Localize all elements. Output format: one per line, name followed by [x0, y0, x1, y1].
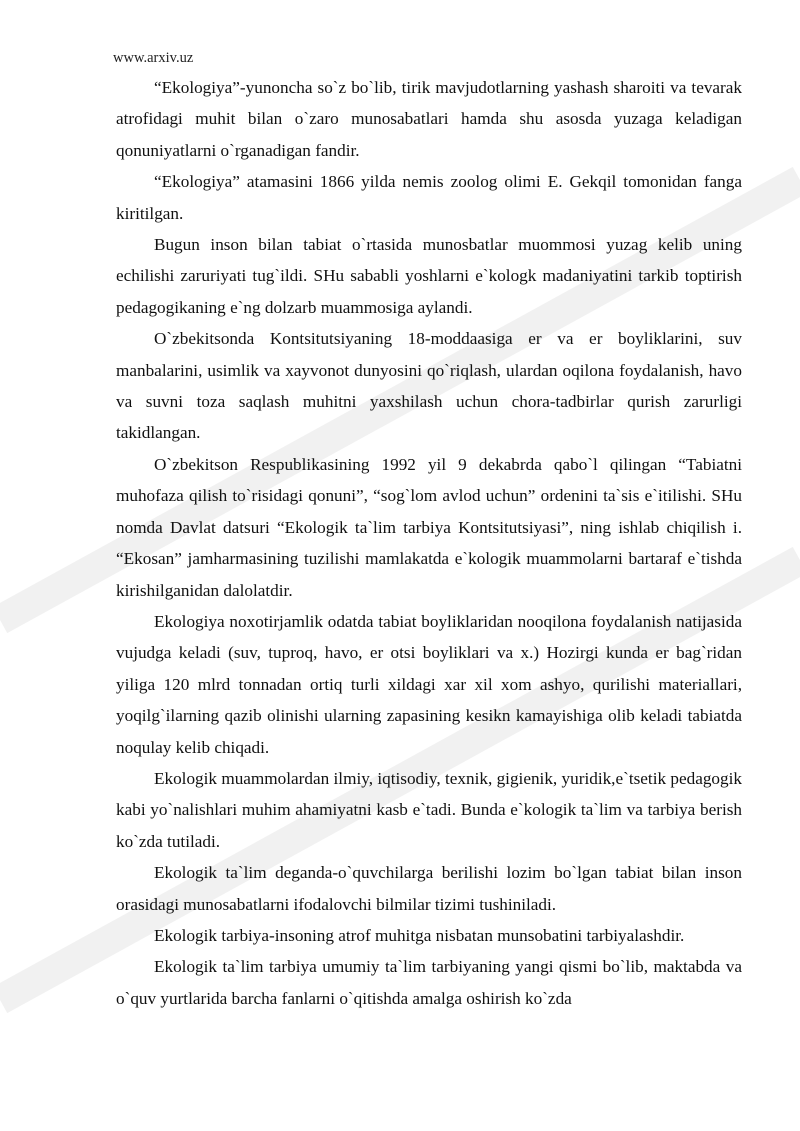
document-body [116, 72, 742, 1014]
paragraph: Ekologik muammolardan ilmiy, iqtisodiy, texnik, gigienik, yuridik,e`tsetik pedagogik kabi yo`nalishlari muhim ahamiyatni kasb e`tadi. Bunda e`kologik ta`lim va tarbiya berish ko`zda tutiladi. [116, 768, 742, 851]
paragraph: Ekologik tarbiya-insoning atrof muhitga nisbatan munsobatini tarbiyalashdir. [154, 925, 685, 945]
paragraph: “Ekologiya” atamasini 1866 yilda nemis zoolog olimi E. Gekqil tomonidan fanga kiritilgan. [116, 172, 742, 223]
paragraph: Ekologiya noxotirjamlik odatda tabiat boyliklaridan nooqilona foydalanish natijasida vujudga keladi (suv, tuproq, havo, er otsi boyliklari va x.) Hozirgi kunda er bag`ridan yiliga 120 mlrd tonnadan ortiq turli xildagi xar xil xom ashyo, qurilishi materiallari, yoqilg`ilarning qazib olinishi ularning zapasining kesikn kamayishiga olib keladi tabiatda noqulay kelib chiqadi. [116, 611, 742, 757]
paragraph: “Ekologiya”-yunoncha so`z bo`lib, tirik mavjudotlarning yashash sharoiti va tevarak atrofidagi muhit bilan o`zaro munosabatlari hamda shu asosda yuzaga keladigan qonuniyatlarni o`rganadigan fandir. [116, 78, 742, 160]
paragraph: O`zbekitsonda Kontsitutsiyaning 18-moddaasiga er va er boyliklarini, suv manbalarini, usimlik va xayvonot dunyosini qo`riqlash, ulardan oqilona foydalanish, havo va suvni toza saqlash muhitni yaxshilash uchun chora-tadbirlar qurish zarurligi takidlangan. [116, 329, 742, 443]
paragraph: Ekologik ta`lim tarbiya umumiy ta`lim tarbiyaning yangi qismi bo`lib, maktabda va o`quv yurtlarida barcha fanlarni o`qitishda amalga oshirish ko`zda [116, 957, 742, 1008]
paragraph: Ekologik ta`lim deganda-o`quvchilarga berilishi lozim bo`lgan tabiat bilan inson orasidagi munosabatlarni ifodalovchi bilmilar tizimi tushiniladi. [116, 863, 742, 914]
paragraph: Bugun inson bilan tabiat o`rtasida munosbatlar muommosi yuzag kelib uning echilishi zaruriyati tug`ildi. SHu sababli yoshlarni e`kologk madaniyatini tarkib toptirish pedagogikaning e`ng dolzarb muammosiga aylandi. [116, 235, 742, 317]
site-url[interactable]: www.arxiv.uz [113, 50, 194, 66]
paragraph: O`zbekitson Respublikasining 1992 yil 9 dekabrda qabo`l qilingan “Tabiatni muhofaza qilish to`risidagi qonuni”, “sog`lom avlod uchun” ordenini ta`sis e`itilishi. SHu nomda Davlat datsuri “Ekologik ta`lim tarbiya Kontsitutsiyasi”, ning ishlab chiqilish i. “Ekosan” jamharmasining tuzilishi mamlakatda e`kologik muammolarni bartaraf e`tishda kirishilganidan dalolatdir. [116, 454, 742, 600]
